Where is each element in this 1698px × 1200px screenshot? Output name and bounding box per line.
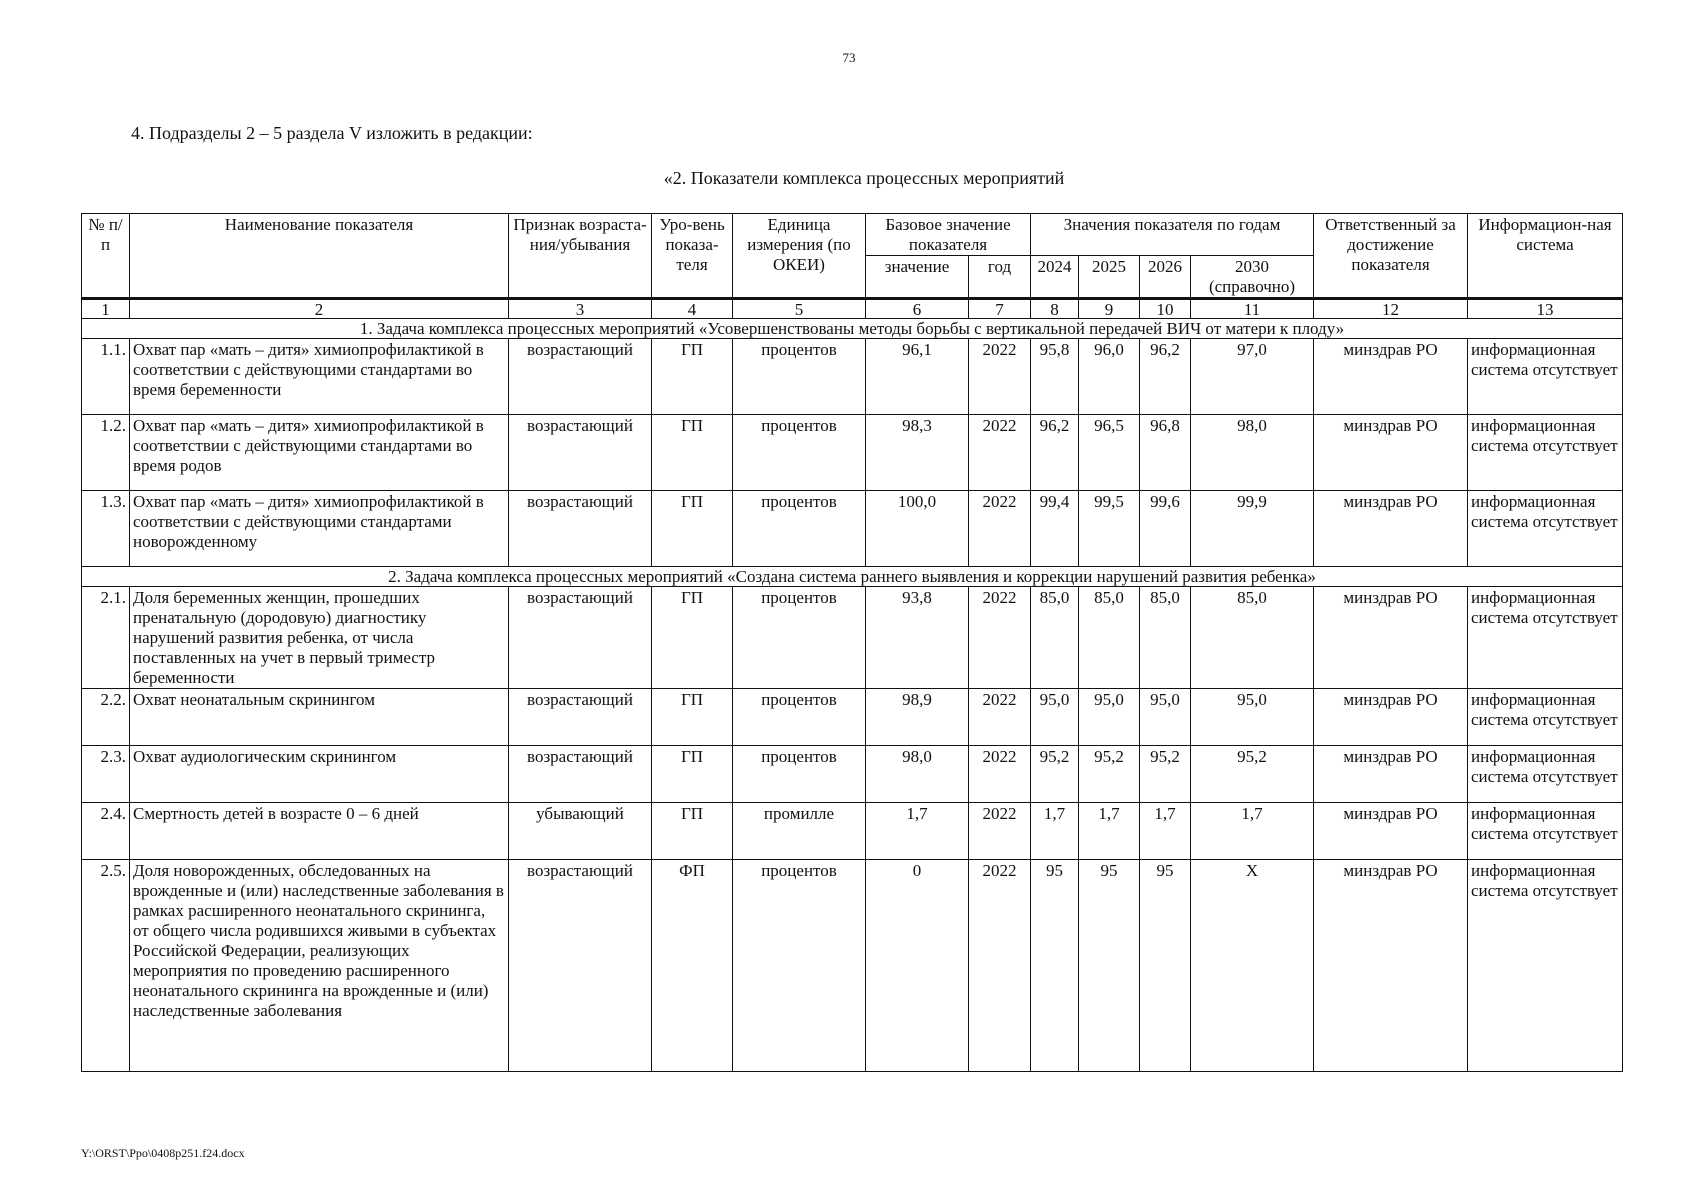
table-row: [82, 587, 1623, 689]
table-row: [82, 339, 1623, 415]
cell-y2024: 1,7: [1031, 803, 1079, 860]
cell-info-system: информационная система отсутствует: [1468, 689, 1623, 746]
cell-y2026: 95,0: [1140, 689, 1191, 746]
cell-num: 2.5.: [82, 860, 130, 1072]
header-2030: 2030 (справочно): [1191, 256, 1314, 299]
cell-y2024: 95,8: [1031, 339, 1079, 415]
cell-y2025: 95,0: [1079, 689, 1140, 746]
task-row: [82, 319, 1623, 339]
header-num: № п/п: [82, 214, 130, 299]
cell-base-value: 1,7: [866, 803, 969, 860]
cell-y2030: 85,0: [1191, 587, 1314, 689]
header-2024: 2024: [1031, 256, 1079, 299]
cell-base-year: 2022: [969, 415, 1031, 491]
cell-y2025: 95,2: [1079, 746, 1140, 803]
cell-y2025: 1,7: [1079, 803, 1140, 860]
cell-unit: промилле: [733, 803, 866, 860]
cell-unit: процентов: [733, 587, 866, 689]
task-row: [82, 567, 1623, 587]
cell-name: Смертность детей в возрасте 0 – 6 дней: [130, 803, 509, 860]
cell-y2026: 99,6: [1140, 491, 1191, 567]
cell-name: Доля новорожденных, обследованных на врожденные и (или) наследственные заболевания в рамках расширенного неонатального скрининга, от общего числа родившихся живыми в субъектах Российской Федерации, реализующих мероприятия по проведению расширенного неонатального скрининга на врожденные и (или) наследственные заболевания: [130, 860, 509, 1072]
task-title: 1. Задача комплекса процессных мероприятий «Усовершенствованы методы борьбы с вертикальной передачей ВИЧ от матери к плоду»: [82, 319, 1623, 339]
cell-num: 1.1.: [82, 339, 130, 415]
cell-y2026: 96,2: [1140, 339, 1191, 415]
cell-level: ФП: [652, 860, 733, 1072]
cell-trend: возрастающий: [509, 587, 652, 689]
cell-y2024: 95,2: [1031, 746, 1079, 803]
cell-responsible: минздрав РО: [1314, 689, 1468, 746]
cell-level: ГП: [652, 339, 733, 415]
cell-y2026: 85,0: [1140, 587, 1191, 689]
column-number: 11: [1191, 299, 1314, 319]
intro-text: 4. Подразделы 2 – 5 раздела V изложить в редакции:: [131, 123, 533, 143]
table-body: [82, 299, 1623, 1072]
header-2025: 2025: [1079, 256, 1140, 299]
cell-num: 2.2.: [82, 689, 130, 746]
cell-base-value: 96,1: [866, 339, 969, 415]
cell-num: 2.1.: [82, 587, 130, 689]
cell-info-system: информационная система отсутствует: [1468, 339, 1623, 415]
cell-name: Охват аудиологическим скринингом: [130, 746, 509, 803]
column-number: 5: [733, 299, 866, 319]
table-row: [82, 803, 1623, 860]
cell-trend: возрастающий: [509, 746, 652, 803]
header-base-year: год: [969, 256, 1031, 299]
cell-y2025: 85,0: [1079, 587, 1140, 689]
cell-base-year: 2022: [969, 746, 1031, 803]
cell-level: ГП: [652, 746, 733, 803]
cell-responsible: минздрав РО: [1314, 491, 1468, 567]
header-unit: Единица измерения (по ОКЕИ): [733, 214, 866, 299]
cell-num: 2.4.: [82, 803, 130, 860]
cell-base-year: 2022: [969, 803, 1031, 860]
section-title: «2. Показатели комплекса процессных мероприятий: [663, 168, 1065, 188]
cell-unit: процентов: [733, 860, 866, 1072]
cell-y2026: 96,8: [1140, 415, 1191, 491]
cell-base-value: 98,0: [866, 746, 969, 803]
cell-y2024: 95: [1031, 860, 1079, 1072]
cell-info-system: информационная система отсутствует: [1468, 803, 1623, 860]
cell-num: 1.3.: [82, 491, 130, 567]
cell-base-year: 2022: [969, 491, 1031, 567]
cell-trend: возрастающий: [509, 339, 652, 415]
cell-trend: возрастающий: [509, 491, 652, 567]
header-base-value: значение: [866, 256, 969, 299]
cell-y2030: 95,0: [1191, 689, 1314, 746]
cell-responsible: минздрав РО: [1314, 860, 1468, 1072]
header-years: Значения показателя по годам: [1031, 214, 1314, 256]
cell-y2030: 98,0: [1191, 415, 1314, 491]
cell-base-value: 98,3: [866, 415, 969, 491]
cell-y2030: 99,9: [1191, 491, 1314, 567]
cell-y2024: 96,2: [1031, 415, 1079, 491]
cell-unit: процентов: [733, 415, 866, 491]
cell-name: Охват пар «мать – дитя» химиопрофилактикой в соответствии с действующими стандартами новорожденному: [130, 491, 509, 567]
cell-unit: процентов: [733, 689, 866, 746]
column-number: 12: [1314, 299, 1468, 319]
column-number: 1: [82, 299, 130, 319]
cell-level: ГП: [652, 491, 733, 567]
cell-level: ГП: [652, 587, 733, 689]
header-base: Базовое значение показателя: [866, 214, 1031, 256]
cell-info-system: информационная система отсутствует: [1468, 860, 1623, 1072]
cell-responsible: минздрав РО: [1314, 746, 1468, 803]
column-number: 4: [652, 299, 733, 319]
cell-trend: возрастающий: [509, 689, 652, 746]
column-number: 9: [1079, 299, 1140, 319]
cell-y2025: 95: [1079, 860, 1140, 1072]
column-number: 3: [509, 299, 652, 319]
cell-unit: процентов: [733, 746, 866, 803]
cell-info-system: информационная система отсутствует: [1468, 587, 1623, 689]
cell-level: ГП: [652, 415, 733, 491]
cell-responsible: минздрав РО: [1314, 587, 1468, 689]
cell-name: Охват пар «мать – дитя» химиопрофилактикой в соответствии с действующими стандартами во время беременности: [130, 339, 509, 415]
header-trend: Признак возраста-ния/убывания: [509, 214, 652, 299]
column-number: 10: [1140, 299, 1191, 319]
cell-y2030: 97,0: [1191, 339, 1314, 415]
cell-responsible: минздрав РО: [1314, 339, 1468, 415]
column-number: 8: [1031, 299, 1079, 319]
header-info-system: Информацион-ная система: [1468, 214, 1623, 299]
cell-base-year: 2022: [969, 689, 1031, 746]
cell-level: ГП: [652, 689, 733, 746]
file-path-footer: Y:\ORST\Ppo\0408p251.f24.docx: [81, 1146, 245, 1160]
cell-y2026: 1,7: [1140, 803, 1191, 860]
header-level: Уро-вень показа-теля: [652, 214, 733, 299]
cell-y2030: 1,7: [1191, 803, 1314, 860]
cell-info-system: информационная система отсутствует: [1468, 746, 1623, 803]
cell-name: Охват неонатальным скринингом: [130, 689, 509, 746]
header-responsible: Ответственный за достижение показателя: [1314, 214, 1468, 299]
cell-y2025: 99,5: [1079, 491, 1140, 567]
header-name: Наименование показателя: [130, 214, 509, 299]
cell-unit: процентов: [733, 491, 866, 567]
cell-trend: убывающий: [509, 803, 652, 860]
cell-y2024: 99,4: [1031, 491, 1079, 567]
cell-base-year: 2022: [969, 339, 1031, 415]
column-number: 7: [969, 299, 1031, 319]
header-2026: 2026: [1140, 256, 1191, 299]
table-row: [82, 746, 1623, 803]
cell-name: Доля беременных женщин, прошедших пренатальную (дородовую) диагностику нарушений развития ребенка, от числа поставленных на учет в первый триместр беременности: [130, 587, 509, 689]
column-number: 6: [866, 299, 969, 319]
column-number: 13: [1468, 299, 1623, 319]
cell-base-value: 100,0: [866, 491, 969, 567]
cell-trend: возрастающий: [509, 860, 652, 1072]
indicators-table: [81, 213, 1623, 1072]
cell-y2030: 95,2: [1191, 746, 1314, 803]
cell-level: ГП: [652, 803, 733, 860]
cell-y2025: 96,0: [1079, 339, 1140, 415]
cell-trend: возрастающий: [509, 415, 652, 491]
cell-y2030: Х: [1191, 860, 1314, 1072]
table-row: [82, 860, 1623, 1072]
table-row: [82, 689, 1623, 746]
table-row: [82, 415, 1623, 491]
cell-base-value: 0: [866, 860, 969, 1072]
cell-y2025: 96,5: [1079, 415, 1140, 491]
column-numbers-row: [82, 299, 1623, 319]
cell-base-value: 98,9: [866, 689, 969, 746]
cell-base-value: 93,8: [866, 587, 969, 689]
cell-info-system: информационная система отсутствует: [1468, 491, 1623, 567]
cell-y2024: 95,0: [1031, 689, 1079, 746]
cell-info-system: информационная система отсутствует: [1468, 415, 1623, 491]
cell-name: Охват пар «мать – дитя» химиопрофилактикой в соответствии с действующими стандартами во время родов: [130, 415, 509, 491]
cell-y2024: 85,0: [1031, 587, 1079, 689]
cell-base-year: 2022: [969, 860, 1031, 1072]
cell-responsible: минздрав РО: [1314, 803, 1468, 860]
cell-unit: процентов: [733, 339, 866, 415]
cell-y2026: 95,2: [1140, 746, 1191, 803]
cell-y2026: 95: [1140, 860, 1191, 1072]
table-row: [82, 491, 1623, 567]
cell-base-year: 2022: [969, 587, 1031, 689]
cell-num: 1.2.: [82, 415, 130, 491]
page-number: 73: [842, 50, 856, 65]
task-title: 2. Задача комплекса процессных мероприятий «Создана система раннего выявления и коррекции нарушений развития ребенка»: [82, 567, 1623, 587]
cell-responsible: минздрав РО: [1314, 415, 1468, 491]
column-number: 2: [130, 299, 509, 319]
cell-num: 2.3.: [82, 746, 130, 803]
